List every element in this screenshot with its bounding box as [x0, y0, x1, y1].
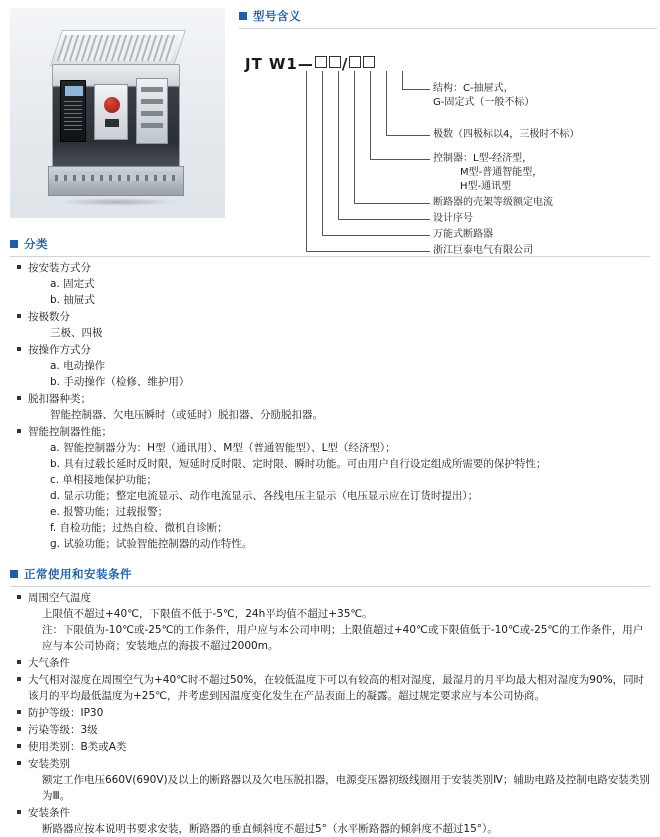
classification-label: 智能控制器性能；: [28, 426, 112, 438]
condition-label: 周围空气温度: [28, 592, 91, 604]
bullet-icon: [17, 744, 21, 748]
condition-label: 污染等级：3级: [28, 724, 98, 736]
condition-line: 断路器应按本说明书要求安装，断路器的垂直倾斜度不超过5°（水平断路器的倾斜度不超过15°）。: [42, 823, 498, 835]
condition-label: 大气条件: [28, 657, 70, 669]
bullet-icon: [17, 677, 21, 681]
model-section-title: 型号含义: [253, 9, 301, 23]
bullet-icon: [17, 727, 21, 731]
note-structure-2: G-固定式（一般不标）: [433, 97, 535, 108]
list-item: f. 自检功能；过热自检、微机自诊断；: [50, 522, 228, 534]
classification-title: 分类: [24, 237, 48, 251]
bullet-icon: [17, 265, 21, 269]
note-design-serial: 设计序号: [433, 213, 473, 224]
bullet-icon: [17, 314, 21, 318]
list-item: [16, 260, 650, 308]
note-company: 浙江巨泰电气有限公司: [433, 245, 533, 256]
bullet-icon: [17, 396, 21, 400]
code-box-1: [315, 56, 327, 68]
list-item: g. 试验功能；试验智能控制器的动作特性。: [50, 538, 253, 550]
list-item: d. 显示功能；整定电流显示、动作电流显示、各线电压主显示（电压显示应在订货时提出）；: [50, 490, 479, 502]
section-marker-icon: [10, 570, 18, 578]
list-item: c. 单相接地保护功能；: [50, 474, 157, 486]
conditions-header: [10, 566, 650, 582]
bullet-icon: [17, 710, 21, 714]
list-item: [16, 705, 650, 721]
list-item: [16, 672, 650, 704]
bullet-icon: [17, 660, 21, 664]
list-item: [16, 590, 650, 654]
note-breaker-type: 万能式断路器: [433, 229, 493, 240]
bullet-icon: [17, 810, 21, 814]
list-item: [16, 655, 650, 671]
bullet-icon: [17, 429, 21, 433]
classification-label: 按安装方式分: [28, 262, 91, 274]
code-box-3: [349, 56, 361, 68]
list-item: a. 固定式: [50, 278, 95, 290]
list-item: a. 电动操作: [50, 360, 106, 372]
list-item: b. 手动操作（检修、维护用）: [50, 376, 190, 388]
list-item: b. 具有过载长延时反时限，短延时反时限、定时限、瞬时功能。可由用户自行设定组成所需要的保护特性；: [50, 458, 547, 470]
list-item: [16, 756, 650, 804]
conditions-section: [0, 566, 660, 837]
bullet-icon: [17, 347, 21, 351]
note-controller-1: 控制器：L型-经济型，: [433, 153, 533, 164]
list-item: [16, 309, 650, 341]
model-section-header: [239, 8, 657, 24]
condition-line: 上限值不超过+40℃，下限值不低于-5℃，24h平均值不超过+35℃。: [42, 608, 373, 620]
note-controller-2: M型-普通智能型，: [460, 167, 543, 178]
classification-label: 脱扣器种类；: [28, 393, 91, 405]
code-box-4: [363, 56, 375, 68]
code-w: W: [268, 55, 287, 73]
section-marker-icon: [239, 12, 247, 20]
bullet-icon: [17, 761, 21, 765]
classification-section: [0, 236, 660, 552]
list-item: e. 报警功能；过载报警；: [50, 506, 169, 518]
model-designation-section: [225, 8, 657, 256]
condition-label: 防护等级：IP30: [28, 707, 104, 719]
bullet-icon: [17, 595, 21, 599]
breaker-illustration: [48, 30, 188, 200]
product-photo: [10, 8, 225, 218]
list-item: b. 抽屉式: [50, 294, 95, 306]
note-structure-1: 结构：C-抽屉式，: [433, 83, 514, 94]
note-frame-current: 断路器的壳架等级额定电流: [433, 197, 553, 208]
condition-line: 额定工作电压660V(690V)及以上的断路器以及欠电压脱扣器，电源变压器初级线圈用于安装类别Ⅳ；辅助电路及控制电路安装类别为Ⅲ。: [42, 774, 650, 802]
list-item: [16, 805, 650, 837]
condition-line: 注：下限值为-10℃或-25℃的工作条件，用户应与本公司申明；上限值超过+40℃或下限值低于-10℃或-25℃的工作条件，用户应与本公司协商；安装地点的海拔不超过2000m。: [42, 624, 644, 652]
note-poles: 极数（四极标以4，三极时不标）: [433, 129, 580, 140]
list-item: 智能控制器、欠电压瞬时（或延时）脱扣器、分励脱扣器。: [50, 409, 323, 421]
list-item: [16, 391, 650, 423]
code-box-2: [329, 56, 341, 68]
code-dash: —: [297, 55, 314, 73]
list-item: [16, 722, 650, 738]
condition-label: 安装条件: [28, 807, 70, 819]
conditions-title: 正常使用和安装条件: [24, 567, 132, 581]
condition-label: 使用类别：B类或A类: [28, 741, 127, 753]
conditions-body: [10, 590, 650, 837]
note-controller-3: H型-通讯型: [460, 181, 512, 192]
list-item: [16, 739, 650, 755]
code-slash: /: [341, 55, 349, 73]
condition-label: 安装类别: [28, 758, 70, 770]
list-item: a. 智能控制器分为：H型（通讯用）、M型（普通智能型）、L型（经济型）；: [50, 442, 396, 454]
condition-line: 大气相对湿度在周围空气为+40℃时不超过50%，在较低温度下可以有较高的相对湿度，最湿月的月平均最大相对湿度为90%，同时该月的平均最低温度为+25℃，并考虑到因温度变化发生在产品表面上的凝露。超过规定要求应与本公司协商。: [28, 674, 645, 702]
code-prefix: JT: [245, 55, 263, 73]
classification-label: 按极数分: [28, 311, 70, 323]
list-item: 三极、四极: [50, 327, 103, 339]
section-marker-icon: [10, 240, 18, 248]
classification-header: [10, 236, 650, 252]
model-code-diagram: [239, 41, 657, 256]
model-code: [245, 55, 376, 73]
code-num: 1: [286, 55, 298, 73]
list-item: [16, 342, 650, 390]
list-item: [16, 424, 650, 552]
classification-body: [10, 260, 650, 552]
classification-label: 按操作方式分: [28, 344, 91, 356]
